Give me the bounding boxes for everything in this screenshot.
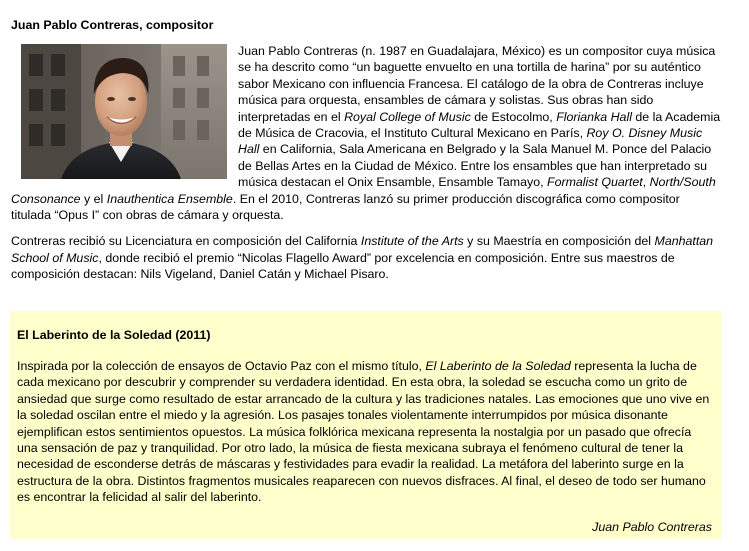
composition-notes-box xyxy=(10,311,721,539)
italic-text: Roy O. Disney Music Hall xyxy=(238,126,703,157)
text-run: representa la lucha de cada mexicano por descubrir y comprender su verdadera identidad. En esta obra, la soledad se escucha como un grito de ansiedad que surge como resultado de estar arrancado de la cultura y las tradiciones natales. Las emociones que uno vive en la soledad oscilan entre el miedo y la agresión. Los pasajes tonales violentamente interrumpidos por música disonante ejemplifican estos sentimientos opuestos. La música folklórica mexicana representa la nostalgia por un pasado que ofrecía una sensación de paz y tranquilidad. Por otro lado, la música de fiesta mexicana subraya el fenómeno cultural de tener la necesidad de esconderse detrás de máscaras y festividades para evadir la realidad. La metáfora del laberinto surge en la estructura de la obra. Distintos fragmentos musicales reaparecen con nuevos disfraces. Al final, el deseo de todo ser humano es encontrar la felicidad al salir del laberinto. xyxy=(17,359,710,505)
italic-text: North/South Consonance xyxy=(11,175,716,206)
text-run: de la Academia de Música de Cracovia, el Instituto Cultural Mexicano en París, xyxy=(238,109,721,141)
composer-portrait xyxy=(21,44,227,179)
text-run: . En el 2010, Contreras lanzó su primer producción discográfica como compositor titulada “Opus I” con obras de cámara y orquesta. xyxy=(11,191,680,223)
italic-text: Inauthentica Ensemble xyxy=(106,191,233,206)
text-run: en California, Sala Americana en Belgrado y la Sala Manuel M. Ponce del Palacio de Bellas Artes en la Ciudad de México. Entre los ensambles que han interpretado su música destacan el Onix Ensamble, Ensamble Tamayo, xyxy=(238,142,712,190)
text-run: y el xyxy=(80,191,107,206)
italic-text: Formalist Quartet xyxy=(547,175,643,190)
bio-heading xyxy=(11,17,731,33)
text-run: de Estocolmo, xyxy=(470,109,557,124)
bio-paragraph-2 xyxy=(11,233,722,282)
bio-section xyxy=(11,43,722,293)
composition-signature: Juan Pablo Contreras xyxy=(592,519,712,534)
text-run: Juan Pablo Contreras (n. 1987 en Guadalajara, México) es un compositor cuya música se ha descrito como “un baguette envuelto en una tortilla de harina” por su auténtico sabor Mexicano con influencia Francesa. El catálogo de la obra de Contreras incluye música para orquesta, ensambles de cámara y solistas. Sus obras han sido interpretadas en el xyxy=(238,44,716,124)
italic-text: Institute of the Arts xyxy=(360,234,464,249)
text-run: , xyxy=(642,175,650,190)
italic-text: Manhattan School of Music xyxy=(11,234,714,265)
text-run: y su Maestría en composición del xyxy=(463,234,655,249)
text-run: Inspirada por la colección de ensayos de Octavio Paz con el mismo título, xyxy=(17,359,426,373)
composition-description xyxy=(17,358,713,506)
text-run: Contreras recibió su Licenciatura en composición del California xyxy=(11,234,361,249)
italic-text: Florianka Hall xyxy=(556,109,632,124)
portrait-photo xyxy=(21,44,227,179)
italic-text: Royal College of Music xyxy=(344,109,471,124)
italic-text: El Laberinto de la Soledad xyxy=(425,359,571,373)
composer-name: Juan Pablo Contreras, xyxy=(11,18,143,32)
text-run: , donde recibió el premio “Nicolas Flagello Award” por excelencia en composición. Entre sus maestros de composición destacan: Nils Vigeland, Daniel Catán y Michael Pisaro. xyxy=(11,250,675,282)
composer-role: compositor xyxy=(142,18,214,32)
composition-title: El Laberinto de la Soledad (2011) xyxy=(17,328,211,342)
